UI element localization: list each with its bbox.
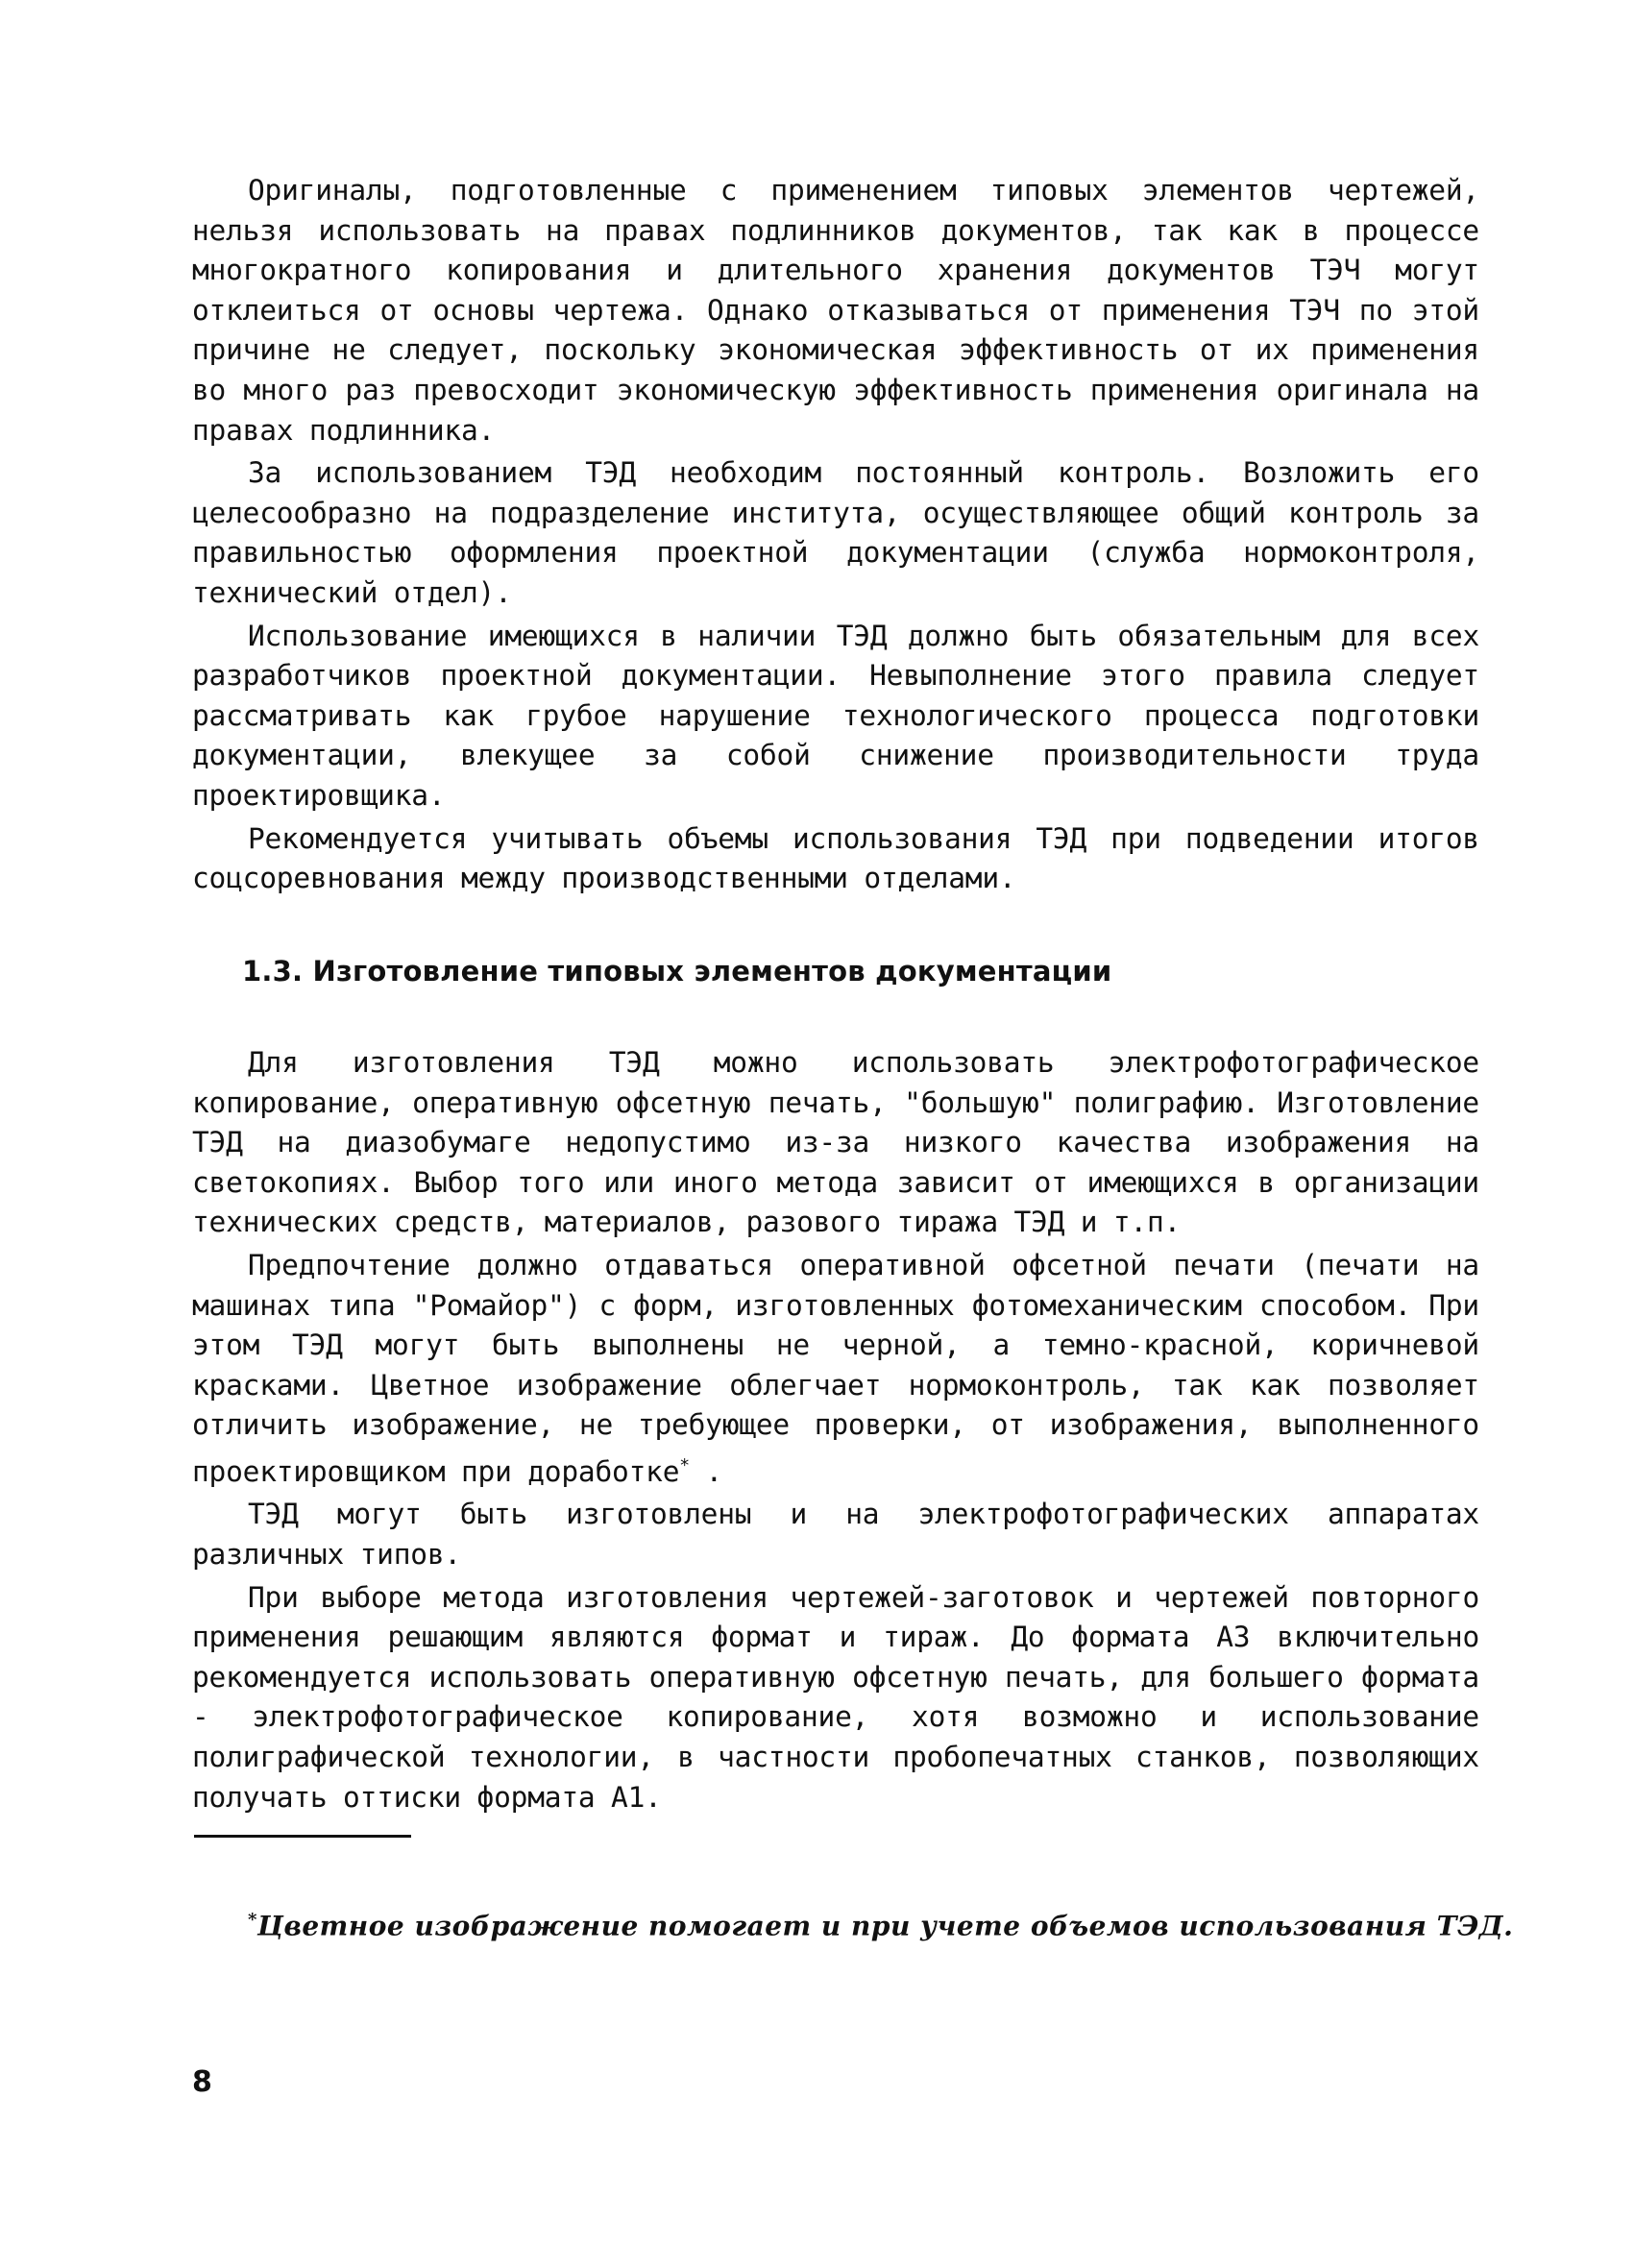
footnote-mark: *	[248, 1910, 257, 1930]
text-block-section	[192, 1043, 1479, 1817]
section-heading: 1.3. Изготовление типовых элементов документации	[242, 955, 1112, 988]
footnote-separator	[194, 1835, 411, 1838]
paragraph: Рекомендуется учитывать объемы использования ТЭД при подведении итогов соцсоревнования между производственными отделами.	[192, 821, 1479, 895]
footnote-text: Цветное изображение помогает и при учете объемов использования ТЭД.	[256, 1910, 1514, 1942]
paragraph: Для изготовления ТЭД можно использовать электрофотографическое копирование, оперативную офсетную печать, "большую" полиграфию. Изготовление ТЭД на диазобумаге недопустимо из-за низкого качества изображения на светокопиях. Выбор того или иного метода зависит от имеющихся в организации технических средств, материалов, разового тиража ТЭД и т.п.	[192, 1046, 1479, 1239]
paragraph: Использование имеющихся в наличии ТЭД должно быть обязательным для всех разработчиков проектной документации. Невыполнение этого правила следует рассматривать как грубое нарушение технологического процесса подготовки документации, влекущее за собой снижение производительности труда проектировщика.	[192, 619, 1479, 812]
text-block-intro	[192, 171, 1479, 899]
paragraph-text: Предпочтение должно отдаваться оперативной офсетной печати (печати на машинах типа "Ромайор") с форм, изготовленных фотомеханическим способом. При этом ТЭД могут быть выполнены не черной, а темно-красной, коричневой красками. Цветное изображение облегчает нормоконтроль, так как позволяет отличить изображение, не требующее проверки, от изображения, выполненного проектировщиком при доработке	[192, 1248, 1479, 1488]
paragraph: Оригиналы, подготовленные с применением типовых элементов чертежей, нельзя использовать на правах подлинников документов, так как в процессе многократного копирования и длительного хранения документов ТЭЧ могут отклеиться от основы чертежа. Однако отказываться от применения ТЭЧ по этой причине не следует, поскольку экономическая эффективность от их применения во много раз превосходит экономическую эффективность применения оригинала на правах подлинника.	[192, 174, 1479, 447]
paragraph-end: .	[689, 1454, 723, 1488]
footnote	[248, 1910, 1513, 1941]
paragraph: При выборе метода изготовления чертежей-заготовок и чертежей повторного применения решающим являются формат и тираж. До формата А3 включительно рекомендуется использовать оперативную офсетную печать, для большего формата - электрофотографическое копирование, хотя возможно и использование полиграфической технологии, в частности пробопечатных станков, позволяющих получать оттиски формата А1.	[192, 1580, 1479, 1814]
paragraph-with-footnote	[192, 1246, 1479, 1492]
page-number: 8	[192, 2065, 212, 2099]
paragraph: ТЭД могут быть изготовлены и на электрофотографических аппаратах различных типов.	[192, 1498, 1479, 1571]
footnote-reference: *	[679, 1454, 690, 1475]
paragraph: За использованием ТЭД необходим постоянный контроль. Возложить его целесообразно на подразделение института, осуществляющее общий контроль за правильностью оформления проектной документации (служба нормоконтроля, технический отдел).	[192, 456, 1479, 609]
